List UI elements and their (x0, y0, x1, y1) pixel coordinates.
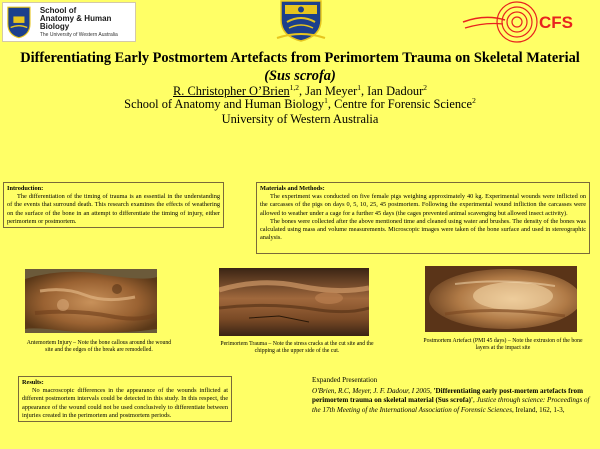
cfs-logo-icon (455, 0, 595, 44)
author-1-link[interactable]: R. Christopher O’Brien (173, 84, 290, 98)
uwa-crest-icon (273, 0, 329, 42)
antemortem-caption: Antemortem Injury – Note the bone callous around the wound site and the edges of the break are remodelled. (26, 340, 172, 354)
introduction-heading: Introduction: (7, 185, 44, 192)
results-box (18, 376, 232, 422)
methods-paragraph-2: The bones were collected after the above mentioned time and cleaned using water and brushes. The density of the bones was calculated using mass and volume measurements. Microscopic images were taken of the bone surface and used in stereographic analysis. (260, 217, 586, 242)
postmortem-artefact-photo (425, 266, 577, 332)
results-heading: Results: (22, 379, 44, 386)
introduction-body: The differentiation of the timing of trauma is an essential in the understanding of the events that surround death. This research examines the effects of weathering on the surface of the bone in an attempt to differentiate the timing of injury, either perimortem or postmortem. (7, 193, 220, 225)
poster-subtitle: (Sus scrofa) (264, 68, 336, 84)
perimortem-trauma-photo (219, 268, 369, 336)
school-logo (2, 2, 136, 42)
school-logo-line3: The University of Western Australia (39, 31, 118, 38)
expanded-heading: Expanded Presentation (312, 376, 378, 384)
results-body: No macroscopic differences in the appearance of the wounds inflicted at different postmortem intervals could be detected in this study. In this respect, the appearance of the wound could not be used conclusively to differentiate between injuries created in the perimortem and postmortem periods. (22, 387, 228, 419)
introduction-box (3, 182, 224, 228)
cfs-logo-text: CFS (539, 13, 573, 32)
school-logo-line1: School of (39, 5, 77, 15)
antemortem-injury-photo (25, 269, 157, 333)
perimortem-caption: Perimortem Trauma – Note the stress cracks at the cut site and the chipping at the upper side of the cut. (220, 341, 374, 355)
school-logo-line2: Anatomy & Human Biology (39, 13, 112, 31)
postmortem-caption: Postmortem Artefact (PMI 45 days) – Note the extrusion of the bone layers at the impact site (423, 338, 583, 352)
methods-heading: Materials and Methods: (260, 185, 325, 192)
poster-title: Differentiating Early Postmortem Artefacts from Perimortem Trauma on Skeletal Material (20, 50, 580, 66)
affiliations: School of Anatomy and Human Biology$^1$, Centre for Forensic Science$^2$ (124, 95, 476, 111)
author-list: R. Christopher O’Brien$^{1,2}$, Jan Meyer$^1$, Ian Dadour$^2$ (173, 82, 427, 98)
methods-box (256, 182, 590, 254)
reference-citation: O'Brien, R.C, Meyer, J. F. Dadour, I 2005, 'Differentiating early post-mortem artefacts from perimortem trauma on skeletal material (Sus scrofa)', Justice through science: Proceedings of the 17th Meeting of the International Association of Forensic Sciences, Ireland, 162, 1-3, (312, 387, 590, 414)
university-name: University of Western Australia (221, 112, 379, 126)
expanded-presentation (312, 376, 594, 415)
methods-paragraph-1: The experiment was conducted on five female pigs weighing approximately 40 kg. Experimental wounds were inflicted on the carcasses of the pigs on days 0, 5, 10, 25, 45 postmortem. Following the experimental wound infliction the carcasses were allowed to weather under a cage for a further 45 days (the cages prevented animal scavenging but allowed insect activity). (260, 193, 586, 217)
uwa-crest-small-icon (6, 4, 32, 40)
